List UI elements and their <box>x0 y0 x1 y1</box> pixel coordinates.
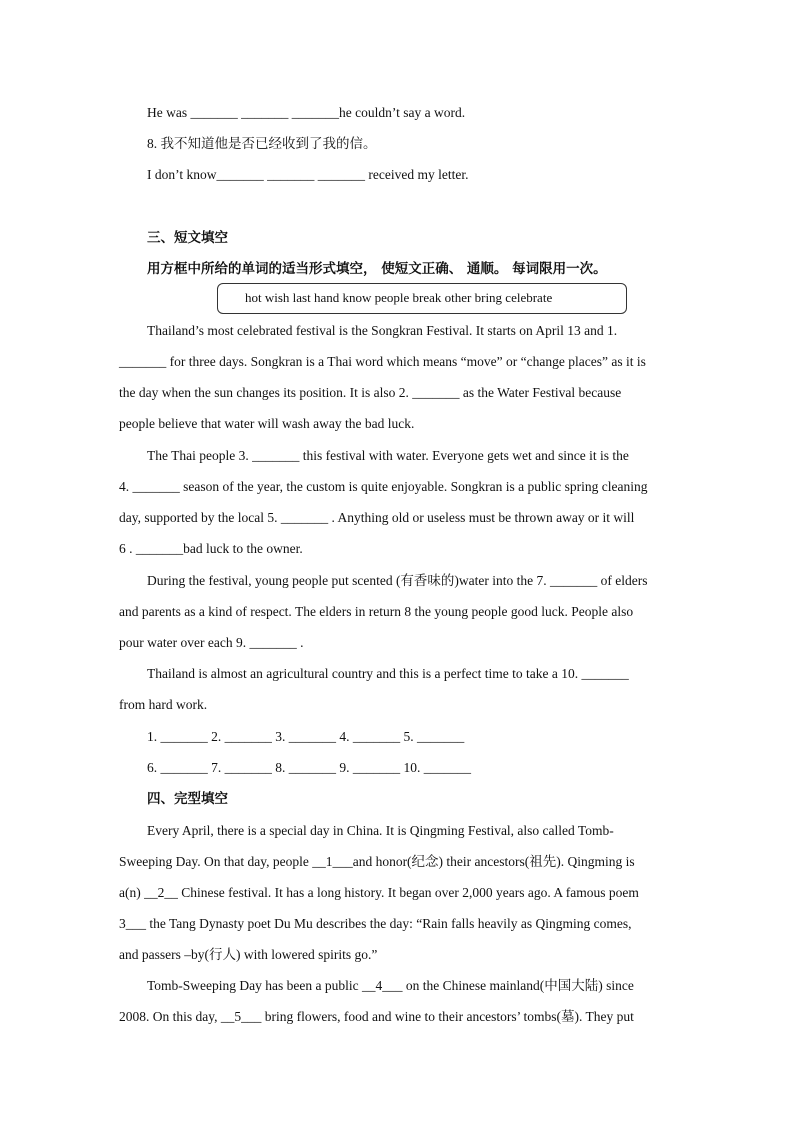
passage-line: 2008. On this day, __5___ bring flowers, food and wine to their ancestors’ tombs(墓). They put <box>119 1009 634 1024</box>
answer-blanks: 1. _______ 2. _______ 3. _______ 4. _______ 5. _______ <box>147 729 465 744</box>
passage-line: Thailand is almost an agricultural country and this is a perfect time to take a 10. _______ <box>147 666 629 681</box>
passage-line: _______ for three days. Songkran is a Thai word which means “move” or “change places” as it is <box>119 354 646 369</box>
passage-line: Sweeping Day. On that day, people __1___and honor(纪念) their ancestors(祖先). Qingming is <box>119 854 635 869</box>
sentence-line: I don’t know_______ _______ _______ received my letter. <box>147 167 469 182</box>
passage-line: and parents as a kind of respect. The elders in return 8 the young people good luck. People also <box>119 604 634 619</box>
section-title: 三、短文填空 <box>147 230 228 246</box>
passage-line: a(n) __2__ Chinese festival. It has a long history. It began over 2,000 years ago. A famous poem <box>119 885 639 900</box>
word-bank-box <box>217 283 627 314</box>
answer-blanks: 6. _______ 7. _______ 8. _______ 9. _______ 10. _______ <box>147 760 471 775</box>
passage-line: Every April, there is a special day in China. It is Qingming Festival, also called Tomb- <box>147 823 614 838</box>
passage-line: day, supported by the local 5. _______ . Anything old or useless must be thrown away or it will <box>119 510 635 525</box>
section-title: 四、完型填空 <box>147 791 228 807</box>
section-instruction: 用方框中所给的单词的适当形式填空， 使短文正确、 通顺。 每词限用一次。 <box>147 261 607 277</box>
passage-line: people believe that water will wash away the bad luck. <box>119 416 415 431</box>
passage-line: Thailand’s most celebrated festival is the Songkran Festival. It starts on April 13 and 1. <box>147 323 618 338</box>
word-bank-text: hot wish last hand know people break other bring celebrate <box>245 290 553 305</box>
translation-prompt: 8. 我不知道他是否已经收到了我的信。 <box>147 136 377 151</box>
sentence-line: He was _______ _______ _______he couldn’t say a word. <box>147 105 466 120</box>
passage-line: from hard work. <box>119 697 208 712</box>
passage-line: 6 . _______bad luck to the owner. <box>119 541 303 556</box>
passage-line: The Thai people 3. _______ this festival with water. Everyone gets wet and since it is the <box>147 448 629 463</box>
passage-line: During the festival, young people put scented (有香味的)water into the 7. _______ of elders <box>147 573 648 588</box>
passage-line: and passers –by(行人) with lowered spirits go.” <box>119 947 378 962</box>
passage-line: Tomb-Sweeping Day has been a public __4___ on the Chinese mainland(中国大陆) since <box>147 978 634 993</box>
passage-line: 3___ the Tang Dynasty poet Du Mu describes the day: “Rain falls heavily as Qingming comes, <box>119 916 632 931</box>
passage-line: the day when the sun changes its position. It is also 2. _______ as the Water Festival because <box>119 385 622 400</box>
passage-line: pour water over each 9. _______ . <box>119 635 304 650</box>
passage-line: 4. _______ season of the year, the custom is quite enjoyable. Songkran is a public spring cleaning <box>119 479 648 494</box>
